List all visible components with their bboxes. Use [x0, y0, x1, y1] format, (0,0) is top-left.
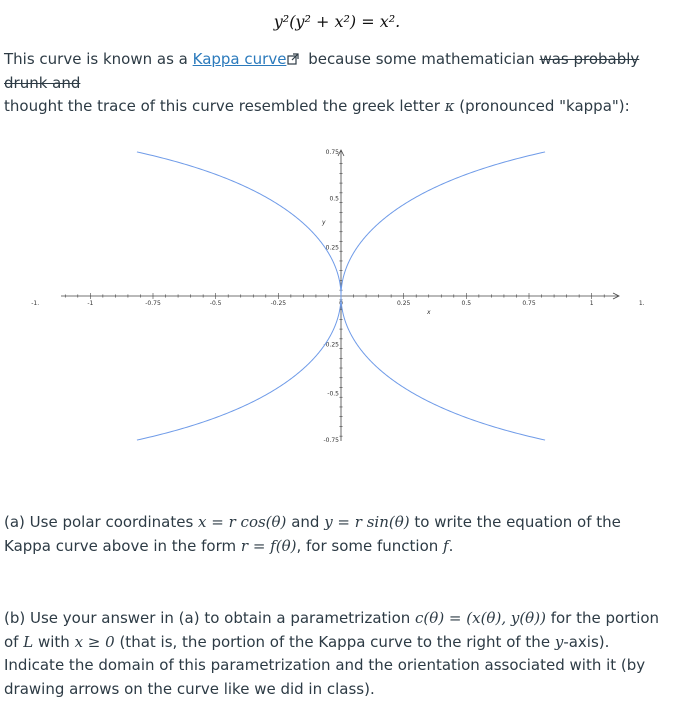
part-b-math-3: x ≥ 0 [74, 632, 115, 651]
part-b-question [4, 607, 670, 701]
x-tick-label: -1. [31, 300, 40, 307]
x-tick-label: 1. [638, 300, 645, 307]
kappa-letter: κ [444, 97, 455, 115]
part-a-text-4: , for some function [296, 536, 444, 555]
y-tick-label: -0.75 [323, 437, 339, 444]
part-b-text-2: for the portion of [4, 609, 660, 651]
part-a-math-1: x = r cos(θ) [198, 513, 287, 531]
part-b-text-3: with [33, 632, 75, 651]
part-a-math-4: f [443, 536, 449, 555]
strikethrough-text: was probably drunk and [4, 50, 640, 92]
part-b-math-2: L [23, 632, 34, 651]
part-b-text-1: (b) Use your answer in (a) to obtain a parametrization [4, 609, 416, 627]
part-b-text-4: (that is, the portion of the Kappa curve to the right of the [114, 632, 555, 651]
x-tick-label: 0.5 [461, 300, 472, 307]
part-b-math-1: c(θ) = (x(θ), y(θ)) [415, 609, 546, 627]
x-tick-label: -1 [87, 300, 94, 307]
part-a-text-5: . [448, 536, 454, 555]
y-tick-label: 0.5 [329, 195, 339, 203]
intro-text-2: because some mathematician [303, 50, 540, 68]
y-tick-label: -0.25 [323, 341, 339, 349]
x-tick-label: -0.5 [209, 300, 222, 307]
part-a-math-3: r = f(θ) [240, 536, 297, 555]
part-b-text-5: -axis). Indicate the domain of this parametrization and the orientation associated with it (by drawing arrows on the curve like we did in class). [4, 632, 646, 698]
x-tick-label: 0.75 [522, 300, 536, 307]
y-tick-label: 0.25 [325, 244, 339, 252]
intro-text-4: (pronounced "kappa"): [454, 97, 630, 115]
intro-text-3: thought the trace of this curve resembled the greek letter [4, 97, 445, 115]
part-a-text-1: (a) Use polar coordinates [4, 513, 199, 531]
x-tick-label: 1 [589, 300, 594, 307]
part-b-math-4: y [554, 632, 564, 651]
x-tick-label: -0.25 [270, 300, 287, 307]
part-a-text-3: to write the equation of the Kappa curve above in the form [4, 513, 621, 555]
y-tick-label: -0.5 [327, 390, 339, 398]
x-axis-label: x [427, 309, 431, 316]
x-tick-label: 0 [339, 300, 343, 307]
part-a-math-2: y = r sin(θ) [324, 513, 410, 531]
y-axis-label: y [322, 219, 326, 226]
part-a-text-2: and [286, 513, 325, 531]
x-tick-label: -0.75 [145, 300, 161, 307]
x-tick-label: 0.25 [396, 300, 411, 307]
kappa-curve-link[interactable]: Kappa curve [192, 50, 287, 68]
y-tick-label: 0.75 [325, 149, 339, 156]
part-a-question [4, 511, 670, 558]
kappa-equation: y²(y² + x²) = x². [273, 12, 401, 31]
intro-text-1: This curve is known as a [4, 50, 193, 68]
